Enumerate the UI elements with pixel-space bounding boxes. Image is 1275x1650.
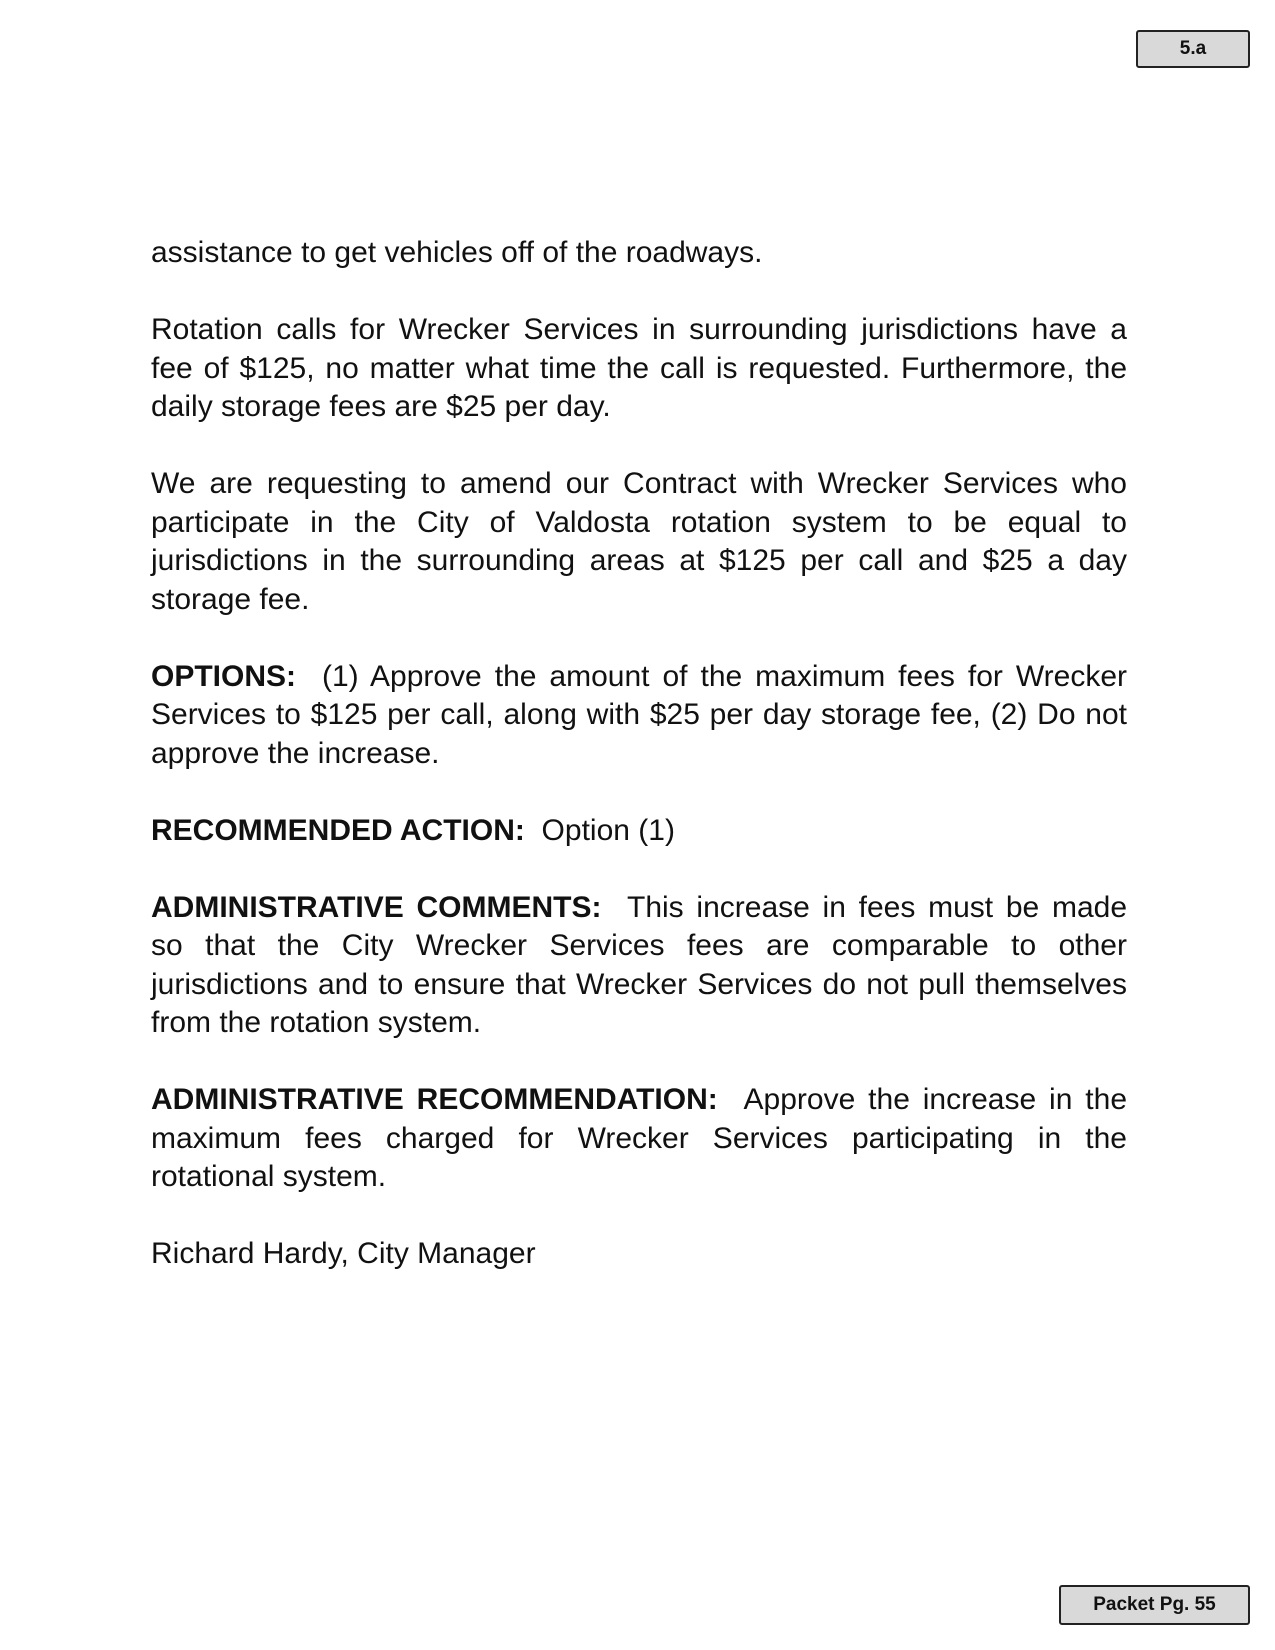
signature-line: Richard Hardy, City Manager xyxy=(151,1237,536,1270)
administrative-recommendation-paragraph xyxy=(151,1081,1127,1197)
contract-request-paragraph: We are requesting to amend our Contract with Wrecker Services who participate in the City of Valdosta rotation system to be equal to jurisdictions in the surrounding areas at $125 per call and $25 a day storage fee. xyxy=(151,467,1127,616)
rotation-fees-paragraph: Rotation calls for Wrecker Services in surrounding jurisdictions have a fee of $125, no matter what time the call is requested. Furthermore, the daily storage fees are $25 per day. xyxy=(151,313,1127,423)
administrative-comments-paragraph xyxy=(151,889,1127,1043)
options-paragraph xyxy=(151,658,1127,774)
administrative-recommendation-text: Approve the increase in the maximum fees charged for Wrecker Services participating in the rotational system. xyxy=(151,1083,1127,1193)
packet-page-number: Packet Pg. 55 xyxy=(1059,1585,1250,1625)
continuation-paragraph: assistance to get vehicles off of the roadways. xyxy=(151,236,763,269)
administrative-recommendation-label: ADMINISTRATIVE RECOMMENDATION: xyxy=(151,1083,718,1116)
recommended-action-paragraph xyxy=(151,812,1127,851)
recommended-action-text: Option (1) xyxy=(541,813,675,847)
options-text: (1) Approve the amount of the maximum fees for Wrecker Services to $125 per call, along with $25 per day storage fee, (2) Do not approve the increase. xyxy=(151,659,1127,770)
administrative-comments-text: This increase in fees must be made so that the City Wrecker Services fees are comparable to other jurisdictions and to ensure that Wrecker Services do not pull themselves from the rotation system. xyxy=(151,890,1128,1039)
document-body xyxy=(151,234,1127,1312)
options-label: OPTIONS: xyxy=(151,659,297,693)
recommended-action-label: RECOMMENDED ACTION: xyxy=(151,813,525,847)
administrative-comments-label: ADMINISTRATIVE COMMENTS: xyxy=(151,890,602,924)
agenda-item-tag: 5.a xyxy=(1136,30,1250,68)
